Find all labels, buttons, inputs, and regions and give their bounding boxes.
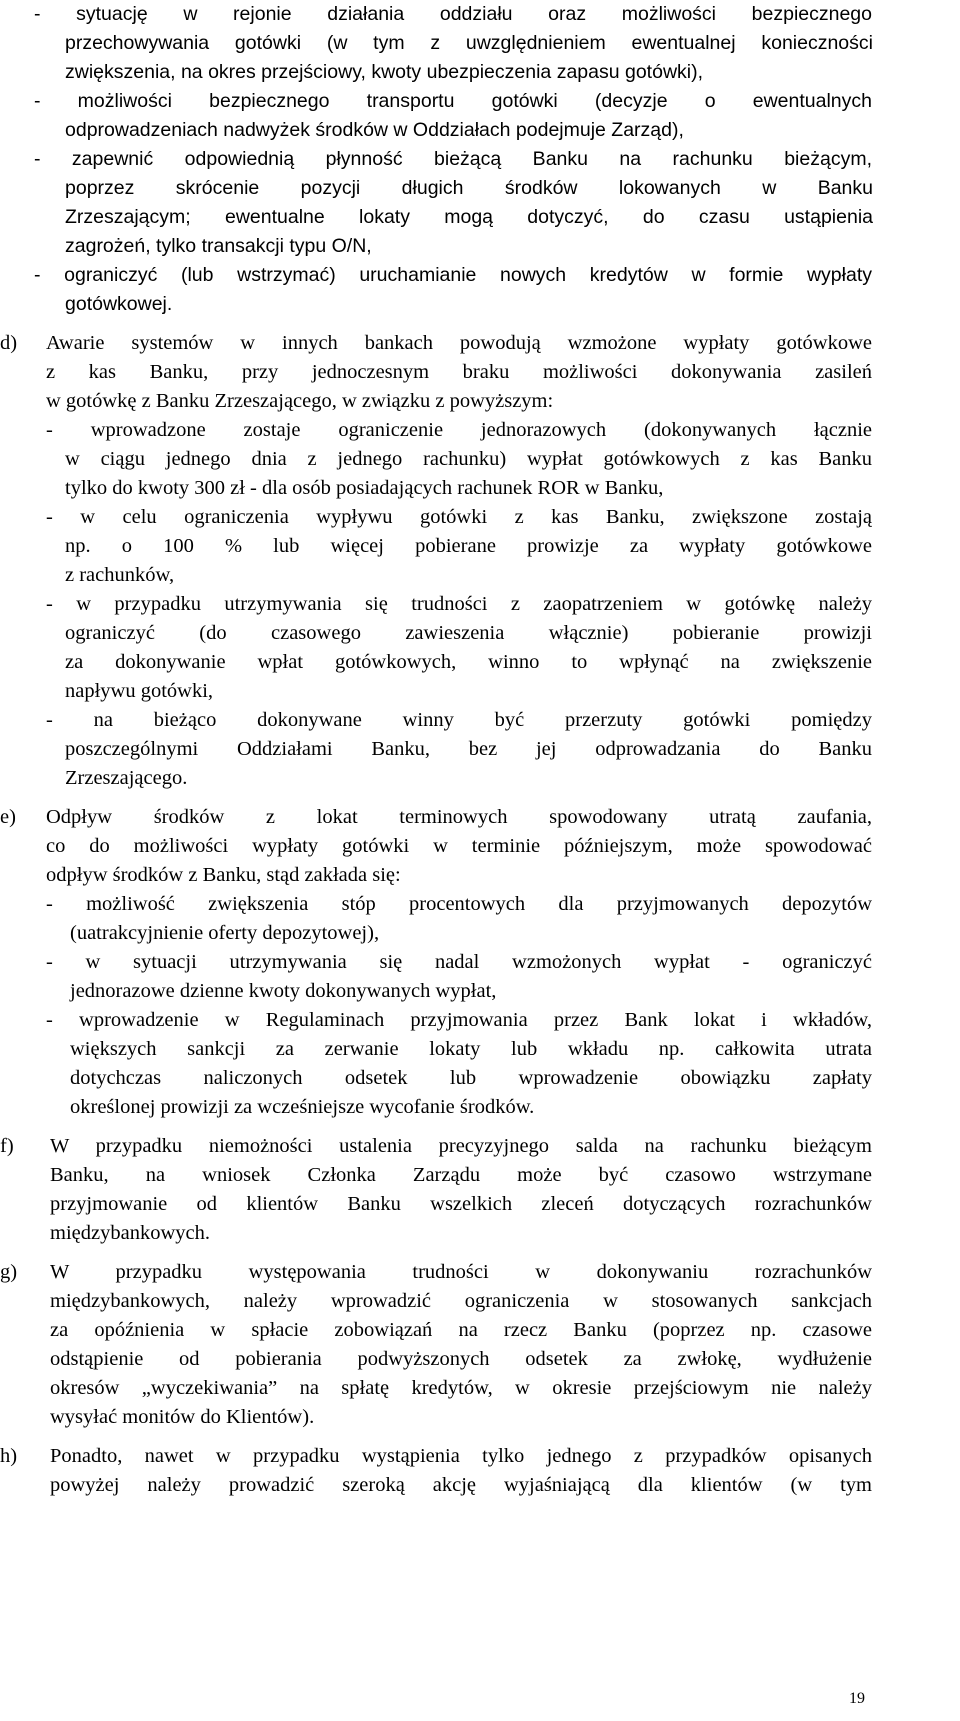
section-d-line: z kas Banku, przy jednoczesnym braku możliwości dokonywania zasileń xyxy=(46,361,872,383)
block-a-line: zwiększenia, na okres przejściowy, kwoty ubezpieczenia zapasu gotówki), xyxy=(65,61,704,83)
section-g-line: W przypadku występowania trudności w dokonywaniu rozrachunków xyxy=(50,1261,872,1283)
section-g-line: odstąpienie od pobierania podwyższonych odsetek za zwłokę, wydłużenie xyxy=(50,1348,872,1370)
section-g-line: międzybankowych, należy wprowadzić ograniczenia w stosowanych sankcjach xyxy=(50,1290,872,1312)
section-marker: f) xyxy=(0,1135,14,1157)
page-number: 19 xyxy=(849,1690,865,1707)
block-a-line: zagrożeń, tylko transakcji typu O/N, xyxy=(65,235,372,257)
section-e-line: określonej prowizji za wcześniejsze wycofanie środków. xyxy=(70,1096,535,1118)
section-d-line: z rachunków, xyxy=(65,564,175,586)
block-a-line: - zapewnić odpowiednią płynność bieżącą Banku na rachunku bieżącym, xyxy=(34,148,872,170)
section-d-line: - na bieżąco dokonywane winny być przerzuty gotówki pomiędzy xyxy=(46,709,872,731)
section-e-line: - możliwość zwiększenia stóp procentowych dla przyjmowanych depozytów xyxy=(46,893,872,915)
section-d-line: Zrzeszającego. xyxy=(65,767,188,789)
block-a-line: - możliwości bezpiecznego transportu gotówki (decyzje o ewentualnych xyxy=(34,90,872,112)
section-e-line: dotychczas naliczonych odsetek lub wprowadzenie obowiązku zapłaty xyxy=(70,1067,872,1089)
section-h-line: Ponadto, nawet w przypadku wystąpienia tylko jednego z przypadków opisanych xyxy=(50,1445,872,1467)
section-e-line: Odpływ środków z lokat terminowych spowodowany utratą zaufania, xyxy=(46,806,872,828)
section-e-line: co do możliwości wypłaty gotówki w terminie późniejszym, może spowodować xyxy=(46,835,872,857)
block-a-line: odprowadzeniach nadwyżek środków w Oddziałach podejmuje Zarząd), xyxy=(65,119,684,141)
section-marker: h) xyxy=(0,1445,18,1467)
section-f-line: międzybankowych. xyxy=(50,1222,210,1244)
section-e-line: odpływ środków z Banku, stąd zakłada się: xyxy=(46,864,401,886)
section-e-line: - w sytuacji utrzymywania się nadal wzmożonych wypłat - ograniczyć xyxy=(46,951,872,973)
block-a-line: przechowywania gotówki (w tym z uwzględnieniem ewentualnej konieczności xyxy=(65,32,873,54)
section-f-line: Banku, na wniosek Członka Zarządu może być czasowo wstrzymane xyxy=(50,1164,872,1186)
section-d-line: poszczególnymi Oddziałami Banku, bez jej odprowadzania do Banku xyxy=(65,738,872,760)
block-a-line: poprzez skrócenie pozycji długich środków lokowanych w Banku xyxy=(65,177,873,199)
section-e-line: - wprowadzenie w Regulaminach przyjmowania przez Bank lokat i wkładów, xyxy=(46,1009,872,1031)
section-d-line: za dokonywanie wpłat gotówkowych, winno to wpłynąć na zwiększenie xyxy=(65,651,872,673)
section-marker: d) xyxy=(0,332,18,354)
section-f-line: W przypadku niemożności ustalenia precyzyjnego salda na rachunku bieżącym xyxy=(50,1135,872,1157)
section-h-line: powyżej należy prowadzić szeroką akcję wyjaśniającą dla klientów (w tym xyxy=(50,1474,872,1496)
section-e-line: jednorazowe dzienne kwoty dokonywanych wypłat, xyxy=(70,980,497,1002)
section-e-line: (uatrakcyjnienie oferty depozytowej), xyxy=(70,922,380,944)
section-g-line: za opóźnienia w spłacie zobowiązań na rzecz Banku (poprzez np. czasowe xyxy=(50,1319,872,1341)
section-d-line: - wprowadzone zostaje ograniczenie jednorazowych (dokonywanych łącznie xyxy=(46,419,872,441)
section-d-line: np. o 100 % lub więcej pobierane prowizje za wypłaty gotówkowe xyxy=(65,535,872,557)
section-d-line: - w przypadku utrzymywania się trudności z zaopatrzeniem w gotówkę należy xyxy=(46,593,872,615)
section-marker: g) xyxy=(0,1261,18,1283)
block-a-line: - sytuację w rejonie działania oddziału oraz możliwości bezpiecznego xyxy=(34,3,872,25)
section-d-line: w ciągu jednego dnia z jednego rachunku) wypłat gotówkowych z kas Banku xyxy=(65,448,872,470)
section-marker: e) xyxy=(0,806,16,828)
section-d-line: napływu gotówki, xyxy=(65,680,214,702)
section-d-line: ograniczyć (do czasowego zawieszenia włącznie) pobieranie prowizji xyxy=(65,622,872,644)
section-d-line: w gotówkę z Banku Zrzeszającego, w związku z powyższym: xyxy=(46,390,554,412)
block-a-line: - ograniczyć (lub wstrzymać) uruchamianie nowych kredytów w formie wypłaty xyxy=(34,264,872,286)
section-e-line: większych sankcji za zerwanie lokaty lub wkładu np. całkowita utrata xyxy=(70,1038,872,1060)
section-f-line: przyjmowanie od klientów Banku wszelkich zleceń dotyczących rozrachunków xyxy=(50,1193,872,1215)
section-g-line: wysyłać monitów do Klientów). xyxy=(50,1406,315,1428)
block-a-line: gotówkowej. xyxy=(65,293,173,315)
block-a-line: Zrzeszającym; ewentualne lokaty mogą dotyczyć, do czasu ustąpienia xyxy=(65,206,873,228)
section-d-line: Awarie systemów w innych bankach powodują wzmożone wypłaty gotówkowe xyxy=(46,332,872,354)
section-d-line: tylko do kwoty 300 zł - dla osób posiadających rachunek ROR w Banku, xyxy=(65,477,664,499)
section-g-line: okresów „wyczekiwania” na spłatę kredytów, w okresie przejściowym nie należy xyxy=(50,1377,872,1399)
section-d-line: - w celu ograniczenia wypływu gotówki z kas Banku, zwiększone zostają xyxy=(46,506,872,528)
